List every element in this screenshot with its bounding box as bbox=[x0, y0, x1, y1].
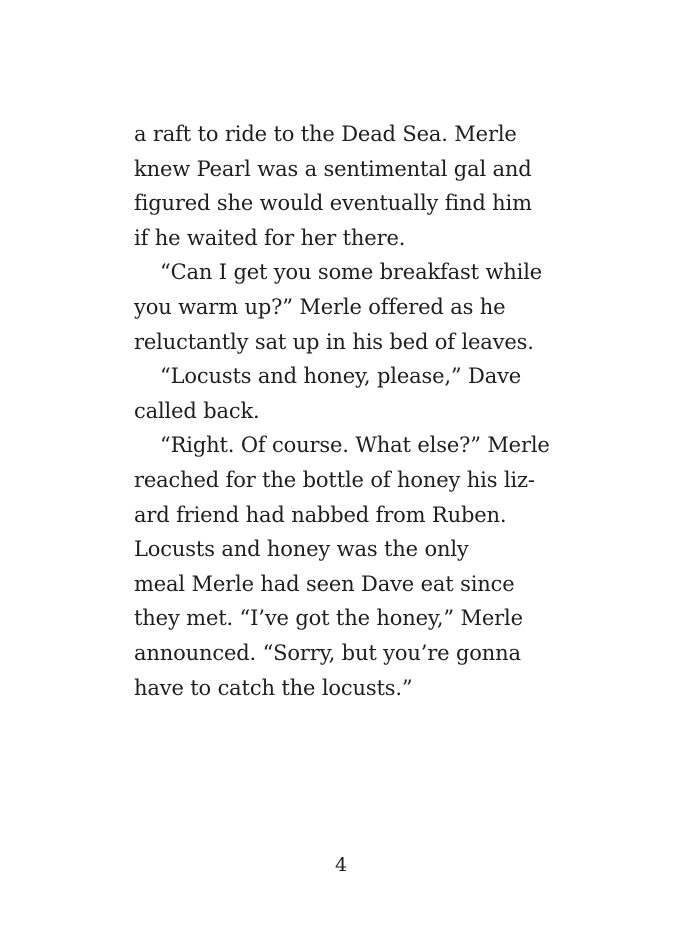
text-line-paragraph-start: “Locusts and honey, please,” Dave bbox=[160, 364, 522, 389]
text-line: a raft to ride to the Dead Sea. Merle bbox=[134, 122, 517, 146]
text-line: reached for the bottle of honey his liz- bbox=[134, 467, 535, 492]
text-line-paragraph-start: “Can I get you some breakfast while bbox=[160, 260, 543, 285]
page-number: 4 bbox=[334, 854, 348, 876]
text-line: reluctantly sat up in his bed of leaves. bbox=[134, 329, 534, 354]
text-line: have to catch the locusts.” bbox=[134, 675, 413, 700]
body-text bbox=[134, 117, 564, 705]
text-line: if he waited for her there. bbox=[134, 225, 406, 250]
text-line: Locusts and honey was the only bbox=[134, 537, 469, 562]
text-line: ard friend had nabbed from Ruben. bbox=[134, 502, 507, 527]
text-line-paragraph-start: “Right. Of course. What else?” Merle bbox=[160, 433, 550, 458]
text-line: figured she would eventually find him bbox=[134, 191, 532, 216]
text-line: announced. “Sorry, but you’re gonna bbox=[134, 640, 521, 665]
text-line: meal Merle had seen Dave eat since bbox=[134, 571, 515, 596]
text-line: they met. “I’ve got the honey,” Merle bbox=[134, 606, 523, 631]
text-line: you warm up?” Merle offered as he bbox=[134, 294, 506, 319]
text-line: called back. bbox=[134, 398, 260, 423]
text-line: knew Pearl was a sentimental gal and bbox=[134, 156, 532, 181]
